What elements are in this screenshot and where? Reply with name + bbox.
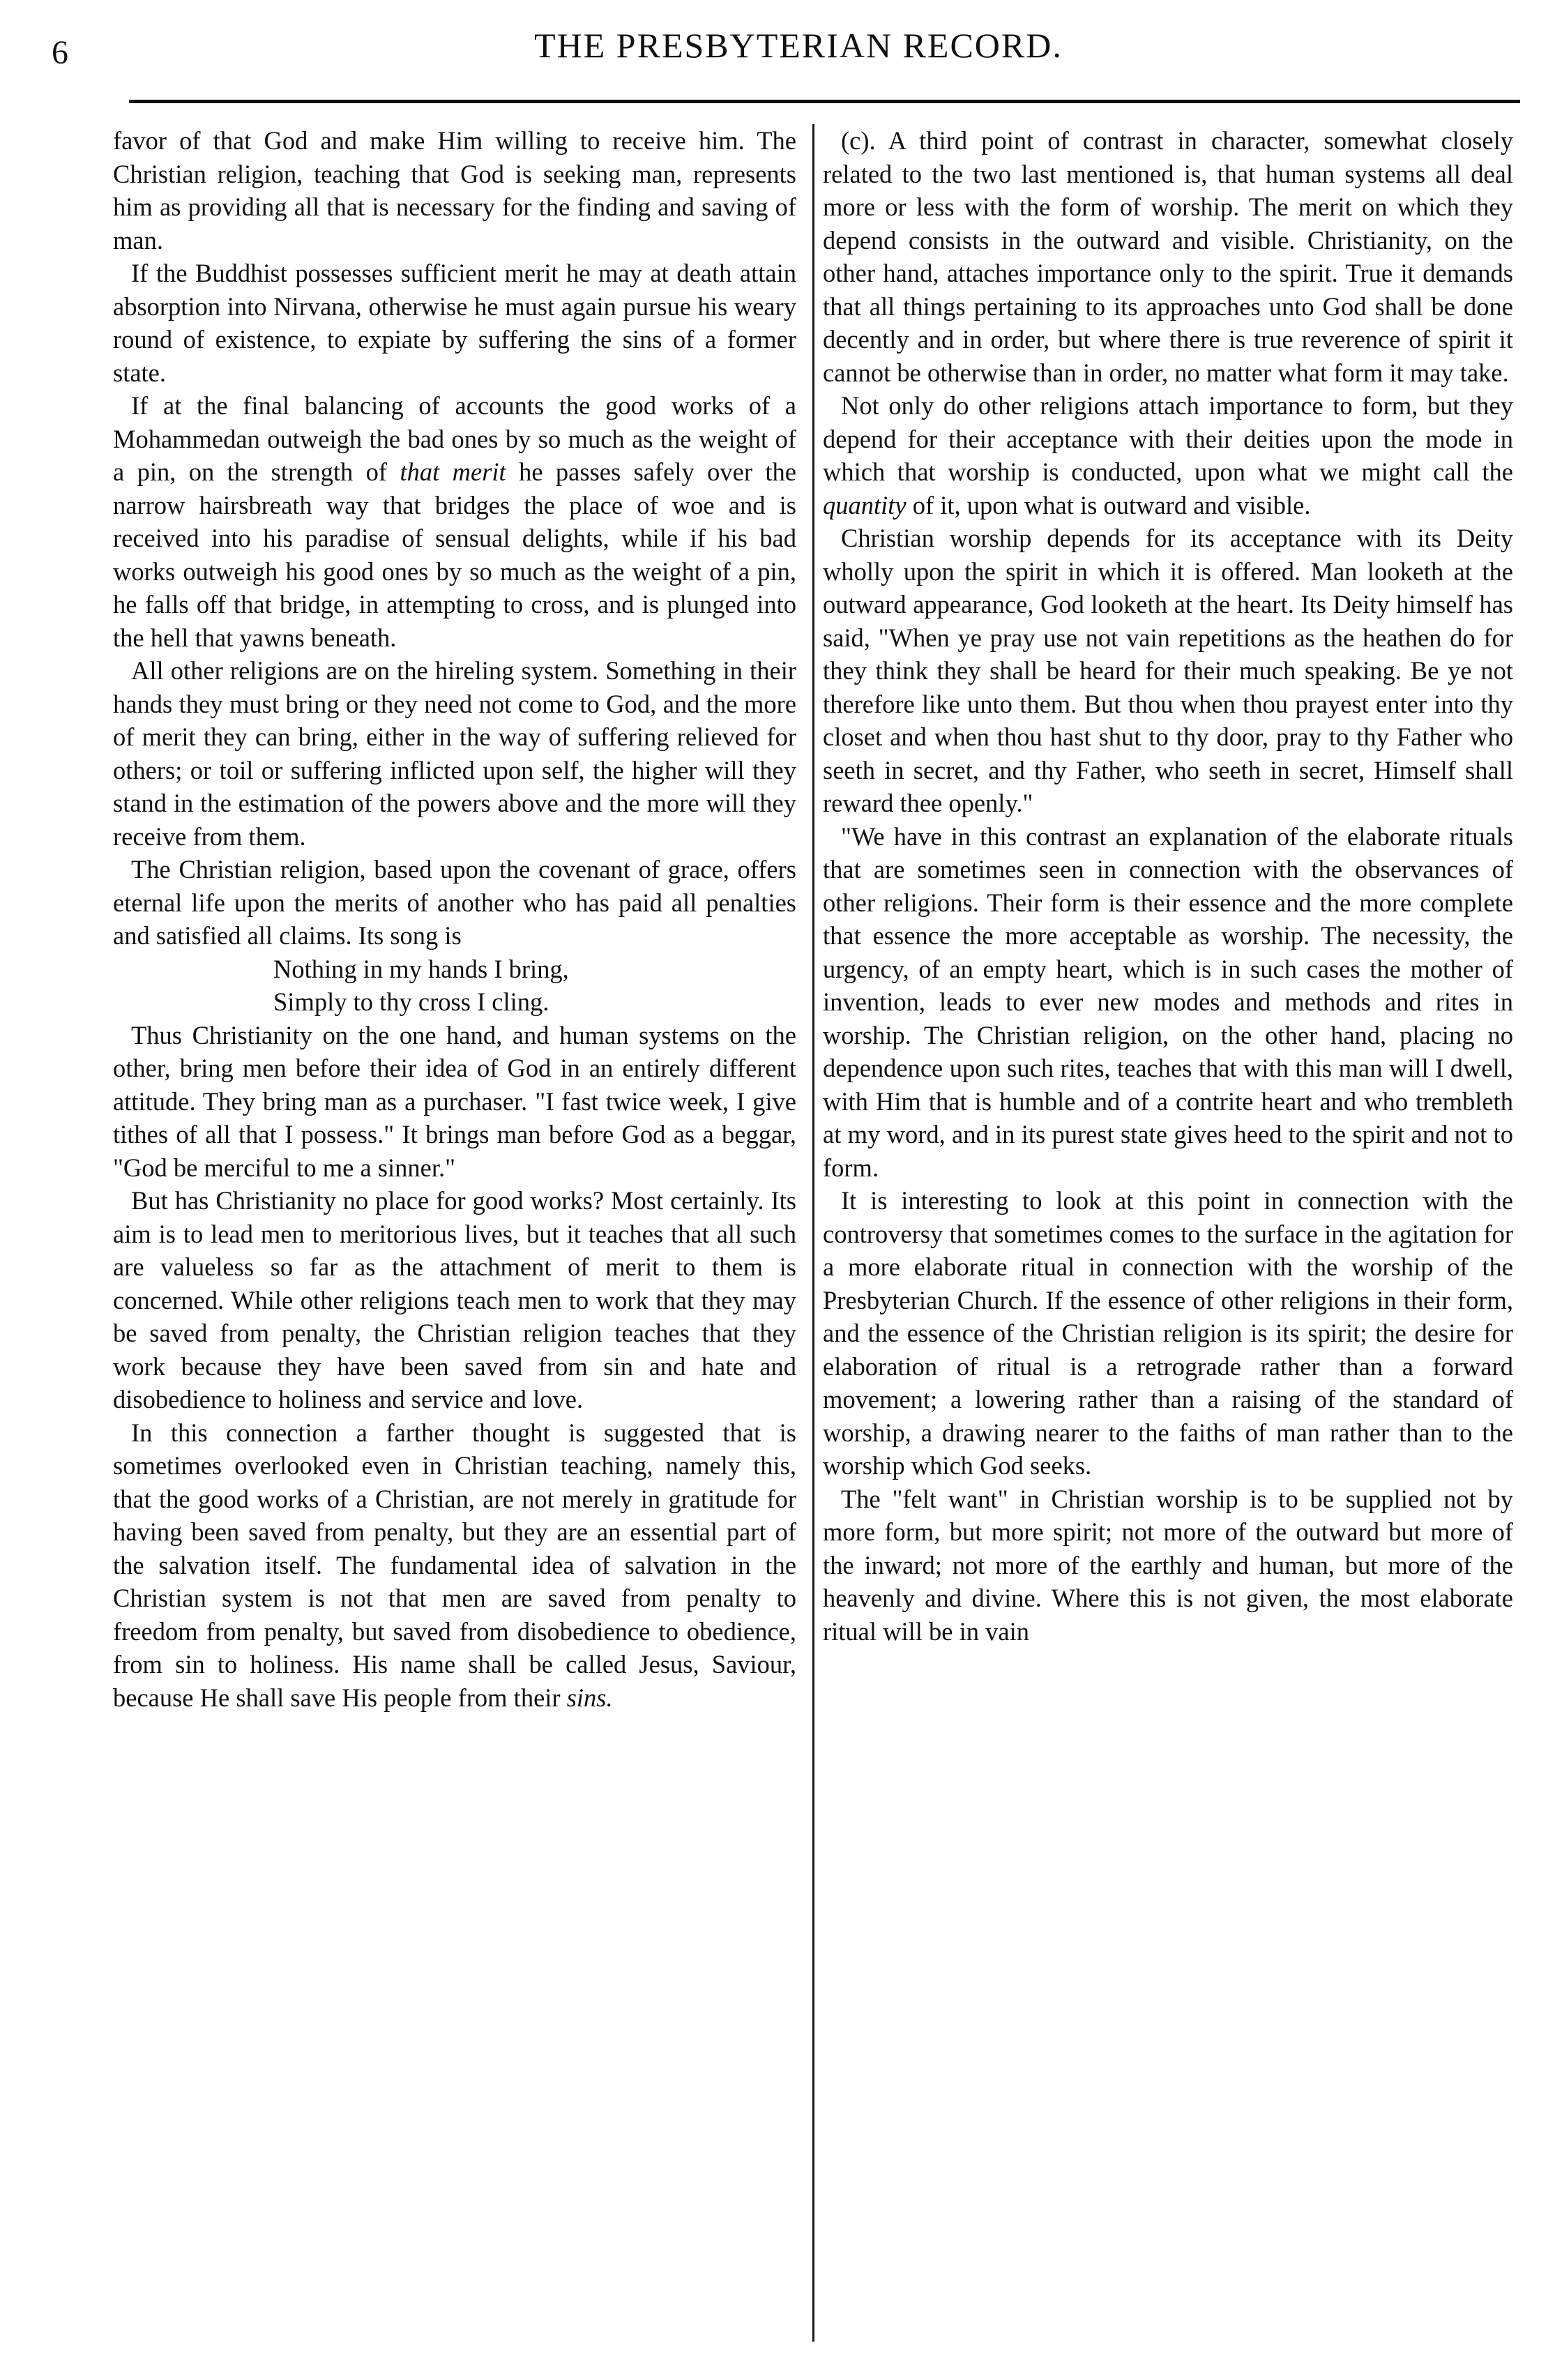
paragraph	[113, 389, 796, 654]
hymn-verse	[113, 953, 796, 1019]
verse-line: Nothing in my hands I bring,	[273, 954, 569, 983]
paragraph: Thus Christianity on the one hand, and human systems on the other, bring men before their idea of God in an entirely different attitude. They bring man as a purchaser. "I fast twice week, I give tithes of all that I possess." It brings man before God as a beggar, "God be merciful to me a sinner."	[113, 1020, 796, 1182]
paragraph: (c). A third point of contrast in character, somewhat closely related to the two last mentioned is, that human systems all deal more or less with the form of worship. The merit on which they depend consists in the outward and visible. Christianity, on the other hand, attaches importance only to the spirit. True it demands that all things pertaining to its approaches unto God shall be done decently and in order, but where there is true reverence of spirit it cannot be otherwise than in order, no matter what form it may take.	[823, 126, 1513, 387]
paragraph-text: he passes safely over the narrow hairsbreath way that bridges the place of woe and is received into his paradise of sensual delights, while if his bad works outweigh his good ones by so much as the weight of a pin, he falls off that bridge, in attempting to cross, and is plunged into the hell that yawns beneath.	[113, 457, 796, 652]
paragraph-text: In this connection a farther thought is suggested that is sometimes overlooked even in Christian teaching, namely this, that the good works of a Christian, are not merely in gratitude for having been saved from penalty, but they are an essential part of the salvation itself. The fundamental idea of salvation in the Christian system is not that men are saved from penalty to freedom from penalty, but saved from disobedience to obedience, from sin to holiness. His name shall be called Jesus, Saviour, because He shall save His people from their	[113, 1418, 796, 1712]
paragraph: favor of that God and make Him willing to receive him. The Christian religion, teaching that God is seeking man, represents him as providing all that is necessary for the finding and saving of man.	[113, 126, 796, 255]
paragraph: Christian worship depends for its acceptance with its Deity wholly upon the spirit in which it is offered. Man looketh at the outward appearance, God looketh at the heart. Its Deity himself has said, "When ye pray use not vain repetitions as the heathen do for they think they shall be heard for their much speaking. Be ye not therefore like unto them. But thou when thou prayest enter into thy closet and when thou hast shut to thy door, pray to thy Father who seeth in secret, and thy Father, who seeth in secret, Himself shall reward thee openly."	[823, 524, 1513, 817]
paragraph-text: of it, upon what is outward and visible.	[906, 490, 1311, 520]
page-header	[77, 28, 1520, 84]
left-column	[113, 124, 796, 2342]
paragraph: If the Buddhist possesses sufficient merit he may at death attain absorption into Nirvana, otherwise he must again pursue his weary round of existence, to expiate by suffering the sins of a former state.	[113, 259, 796, 387]
paragraph-text: If at the final balancing of accounts the good works of a Mohammedan outweigh the bad ones by so much as the weight of a pin, on the strength of	[113, 391, 796, 486]
italic-text: that merit	[400, 457, 506, 486]
paragraph	[823, 389, 1513, 522]
italic-text: sins.	[566, 1683, 613, 1712]
paragraph: The "felt want" in Christian worship is to be supplied not by more form, but more spirit; not more of the outward but more of the inward; not more of the earthly and human, but more of the heavenly and divine. Where this is not given, the most elaborate ritual will be in vain	[823, 1484, 1513, 1646]
paragraph: All other religions are on the hireling system. Something in their hands they must bring or they need not come to God, and the more of merit they can bring, either in the way of suffering relieved for others; or toil or suffering inflicted upon self, the higher will they stand in the estimation of the powers above and the more will they receive from them.	[113, 656, 796, 851]
paragraph: But has Christianity no place for good works? Most certainly. Its aim is to lead men to meritorious lives, but it teaches that all such are valueless so far as the attachment of merit to them is concerned. While other religions teach men to work that they may be saved from penalty, the Christian religion teaches that they work because they have been saved from sin and hate and disobedience to holiness and service and love.	[113, 1186, 796, 1413]
paragraph	[113, 1416, 796, 1715]
header-rule	[129, 100, 1520, 103]
paragraph: The Christian religion, based upon the covenant of grace, offers eternal life upon the merits of another who has paid all penalties and satisfied all claims. Its song is	[113, 855, 796, 950]
column-divider	[812, 124, 814, 2342]
paragraph: "We have in this contrast an explanation of the elaborate rituals that are sometimes seen in connection with the observances of other religions. Their form is their essence and the more complete that essence the more acceptable as worship. The necessity, the urgency, of an empty heart, which is in such cases the mother of invention, leads to ever new modes and methods and rites in worship. The Christian religion, on the other hand, placing no dependence upon such rites, teaches that with this man will I dwell, with Him that is humble and of a contrite heart and who trembleth at my word, and in its purest state gives heed to the spirit and not to form.	[823, 821, 1513, 1182]
paragraph: It is interesting to look at this point in connection with the controversy that sometimes comes to the surface in the agitation for a more elaborate ritual in connection with the worship of the Presbyterian Church. If the essence of other religions in their form, and the essence of the Christian religion is its spirit; the desire for elaboration of ritual is a retrograde rather than a forward movement; a lowering rather than a raising of the standard of worship, a drawing nearer to the faiths of man rather than to the worship which God seeks.	[823, 1186, 1513, 1480]
verse-line: Simply to thy cross I cling.	[273, 987, 549, 1016]
page-number: 6	[52, 34, 69, 71]
paragraph-text: Not only do other religions attach importance to form, but they depend for their acceptance with their deities upon the mode in which that worship is conducted, upon what we might call the	[823, 391, 1513, 486]
right-column	[823, 124, 1513, 2342]
running-head-title: THE PRESBYTERIAN RECORD.	[534, 26, 1063, 65]
italic-text: quantity	[823, 490, 907, 520]
